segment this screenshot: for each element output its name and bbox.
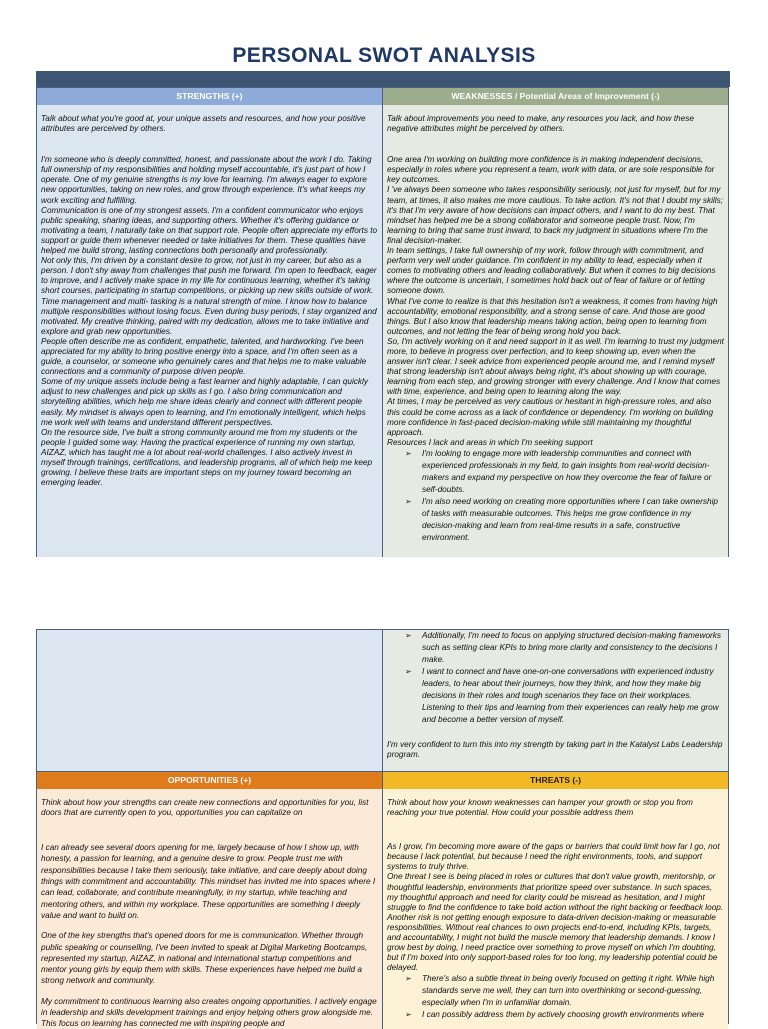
strengths-cell[interactable] — [37, 105, 383, 557]
opportunities-paragraph: One of the key strengths that's opened doors for me is communication. Whether through public speaking or counselling, I've been invited to speak at Digital Marketing Bootcamps, represented my startup, AIZAZ, in national and international startup competitions and mentor young girls by equip them with skills. These experiences have helped me build a strong network and community. — [41, 931, 368, 986]
weaknesses-prompt: Talk about improvements you need to make, any resources you lack, and how these negative attributes might be perceived by others. — [387, 114, 694, 134]
bullet-text: Additionally, I'm need to focus on applying structured decision-making frameworks such as setting clear KPIs to bring more clarity and consistency to the decisions I make. — [422, 631, 722, 664]
bullet-text: I'm looking to engage more with leadership communities and connect with experienced professionals in my field, to gain insights from real-world decision-makers and expand my perspective on how they overcome the fear of failure or self-doubts. — [422, 448, 712, 494]
strengths-prompt: Talk about what you're good at, your unique assets and resources, and how your positive attributes are perceived by others. — [41, 114, 366, 134]
arrow-bullet-icon: ➢ — [405, 1010, 412, 1020]
strengths-paragraph: Time management and multi- tasking is a natural strength of mine. I know how to balance multiple responsibilities without losing focus. Even during busy periods, I stay organized and motivated. My creative thinking, paired with my dedication, allows me to take initiative and explore and grab new opportunities. — [41, 296, 377, 336]
strengths-header: STRENGTHS (+) — [37, 88, 383, 105]
bullet-text: I'm also need working on creating more opportunities where I can take ownership of tasks with measurable outcomes. This helps me grow confidence in my decision-making and learn from real-time results in a safe, constructive environment. — [422, 496, 718, 542]
threats-paragraph: As I grow, I'm becoming more aware of the gaps or barriers that could limit how far I go, not because I lack potential, but because I need the right environments, tools, and support systems to truly thrive. — [387, 842, 720, 872]
weaknesses-paragraph: Resources I lack and areas in which I'm seeking support — [387, 437, 593, 447]
strengths-paragraph: Some of my unique assets include being a fast learner and highly adaptable, I can quickly adjust to new challenges and pick up skills as I go. I also bring communication and storytelling abilities, which help me share ideas clearly and connect with different people easily. My mindset is always open to learning, and I'm emotionally intelligent, which helps me work well with teams and understand different perspectives. — [41, 377, 368, 427]
threats-cell[interactable] — [383, 789, 728, 1029]
threats-prompt: Think about how your known weaknesses can hamper your growth or stop you from reaching your true potential. How could your possible address them — [387, 798, 693, 818]
list-item — [405, 1009, 724, 1021]
threats-bullet-list — [387, 973, 724, 1021]
weaknesses-paragraph: In team settings, I take full ownership of my work, follow through with commitment, and perform very well under guidance. I'm confident in my ability to lead, especially when it comes to motivating others and leading collaboratively. But when it comes to big decisions where the outcome is uncertain, I sometimes hold back out of fear of failure or of letting someone down. — [387, 246, 716, 296]
list-item — [405, 630, 724, 666]
header-row — [37, 88, 728, 105]
weaknesses-closing: I'm very confident to turn this into my strength by taking part in the Katalyst Labs Leadership program. — [387, 740, 723, 760]
weaknesses-cell-continued[interactable] — [383, 630, 728, 771]
opportunities-paragraph: I can already see several doors opening for me, largely because of how I show up, with honesty, a passion for learning, and a genuine desire to grow. People trust me with responsibilities because I take them seriously, take initiative, and care deeply about doing things with commitment and accountability. This mindset has invited me into spaces where I can lead, collaborate, and contribute meaningfully, in my startup, while teaching and mentoring others, and within my workplace. These opportunities are something I deeply value and want to build on. — [41, 843, 376, 920]
body-row-2 — [37, 789, 728, 1029]
header-band — [36, 71, 730, 87]
list-item — [405, 973, 724, 1009]
arrow-bullet-icon: ➢ — [405, 631, 412, 640]
weaknesses-bullet-list — [387, 448, 724, 544]
list-item — [405, 448, 724, 496]
strengths-paragraph: Communication is one of my strongest assets. I'm a confident communicator who enjoys public speaking, sharing ideas, and supporting others. Whether it's offering guidance or motivating a team, I naturally take on that support role. People often appreciate my efforts to support or guide them whenever needed or take initiatives for them. These qualities have helped me build strong, lasting connections both personally and professionally. — [41, 205, 378, 256]
arrow-bullet-icon: ➢ — [405, 496, 412, 506]
weaknesses-paragraph: What I've come to realize is that this hesitation isn't a weakness, it comes from having high accountability, emotional responsibility, and a strong sense of care. And those are good things. But I also know that leadership means taking action, being open to learning from outcomes, and not letting the fear of being wrong hold you back. — [387, 296, 718, 336]
opportunities-paragraph: My commitment to continuous learning also creates ongoing opportunities. I actively engage in leadership and skills development trainings and enjoy helping others grow alongside me. This focus on learning has connected me with inspiring people and — [41, 996, 377, 1029]
page-title: PERSONAL SWOT ANALYSIS — [232, 44, 536, 67]
opportunities-cell[interactable] — [37, 789, 383, 1029]
bullet-text: I can possibly address them by actively choosing growth environments where — [422, 1010, 705, 1020]
weaknesses-paragraph: At times, I may be perceived as very cautious or hesitant in high-pressure roles, and also this could be come across as a lack of confidence or dependency. I'm working on building more confidence in fast-paced decision-making while still maintaining my thoughtful approach. — [387, 397, 714, 437]
weaknesses-paragraph: One area I'm working on building more confidence is in making independent decisions, especially in roles where you represent a team, work with data, or are sole responsible for key outcomes. — [387, 155, 715, 185]
strengths-paragraph: People often describe me as confident, empathetic, talented, and hardworking. I've been appreciated for my ability to bring positive energy into a space, and I'm often seen as a guide, a counselor, or someone who genuinely cares and that helps me to make valuable connections and a community of purpose driven people. — [41, 336, 367, 377]
continuation-row — [37, 630, 728, 771]
opportunities-header: OPPORTUNITIES (+) — [37, 772, 383, 789]
header-row-2 — [37, 771, 728, 789]
weaknesses-header: WEAKNESSES / Potential Areas of Improvement (-) — [383, 88, 728, 105]
weaknesses-bullet-list-continued — [387, 630, 724, 726]
list-item — [405, 666, 724, 726]
strengths-paragraph: Not only this, I'm driven by a constant desire to grow, not just in my career, but also as a person. I don't shy away from challenges that push me forward. I'm open to feedback, eager to improve, and I actively make space in my life for continuous learning, whether it's taking short courses, participating in startup competitions, or picking up new skills outside of work. — [41, 256, 377, 296]
body-row — [37, 105, 728, 557]
weaknesses-cell[interactable] — [383, 105, 728, 557]
strengths-paragraph: I'm someone who is deeply committed, honest, and passionate about the work I do. Taking full ownership of my responsibilities and holding myself accountable, it's just part of how I operate. One of my genuine strengths is my love for learning. I'm always eager to explore new opportunities, taking on new roles, and grow through experience. It's what keeps my work exciting and fulfilling. — [41, 155, 372, 205]
arrow-bullet-icon: ➢ — [405, 667, 412, 676]
strengths-cell-continued[interactable] — [37, 630, 383, 771]
arrow-bullet-icon: ➢ — [405, 448, 412, 458]
strengths-paragraph: On the resource side, I've built a strong community around me from my students or the people I guided some way. Having the practical experience of running my own startup, AIZAZ, which has taught me a lot about real-world challenges. I also actively invest in myself through trainings, certifications, and leadership programs, all of which help me keep growing. I believe these traits are important steps on my journey toward becoming an emerging leader. — [41, 427, 373, 488]
list-item — [405, 496, 724, 544]
threats-header: THREATS (-) — [383, 772, 728, 789]
bullet-text: I want to connect and have one-on-one conversations with experienced industry leaders, to hear about their journeys, how they think, and how they make big decisions in their roles and tough scenarios they face on their workplaces. Listening to their tips and learning from their experiences can really help me grow and become a better version of myself. — [422, 667, 719, 724]
swot-table-top — [36, 87, 729, 557]
swot-table-bottom — [36, 629, 729, 1029]
threats-paragraph: Another risk is not getting enough exposure to data-driven decision-making or measurable responsibilities. Without real chances to own projects end-to-end, including KPIs, targets, and accountability, I might not build the muscle memory that leadership demands. I know I grow best by doing, I need practice over something to prove myself on which I'm doubting, but if I'm boxed into only support-based roles for too long, my leadership potential could be delayed. — [387, 912, 718, 973]
bullet-text: There's also a subtle threat in being overly focused on getting it right. While high standards serve me well, they can turn into overthinking or second-guessing, especially when I'm in unfamiliar domain. — [422, 974, 715, 1008]
weaknesses-paragraph: I 've always been someone who takes responsibility seriously, not just for myself, but for my team, at times, it also makes me more cautious. To take action. It's not that I doubt my skills; it's that I'm very aware of how decisions can impact others, and I want to do my best. That mindset has helped me be a strong collaborator and someone people trust. Now, I'm learning to bring that same trust inward, to back my judgment in situations where I'm the final decision-maker. — [387, 185, 723, 245]
arrow-bullet-icon: ➢ — [405, 974, 412, 984]
opportunities-prompt: Think about how your strengths can create new connections and opportunities for you, list doors that are currently open to you, opportunities you can capitalize on — [41, 798, 369, 818]
weaknesses-paragraph: So, I'm actively working on it and need support in it as well. I'm learning to trust my judgment more, to believe in progress over perfection, and to keep showing up, even when the answer isn't clear. I seek advice from experienced people around me, and I remind myself that strong leadership isn't about always being right, it's about showing up with courage, learning from each step, and growing stronger with every challenge. And I know that comes with time, experience, and being open to learning along the way. — [387, 336, 724, 397]
threats-paragraph: One threat I see is being placed in roles or cultures that don't value growth, mentorship, or thoughtful leadership, environments that prioritize speed over substance. In such spaces, my thoughtful approach and need for clarity could be misread as hesitation, and I might struggle to find the confidence to take bold action without the right backing or feedback loop. — [387, 872, 724, 912]
